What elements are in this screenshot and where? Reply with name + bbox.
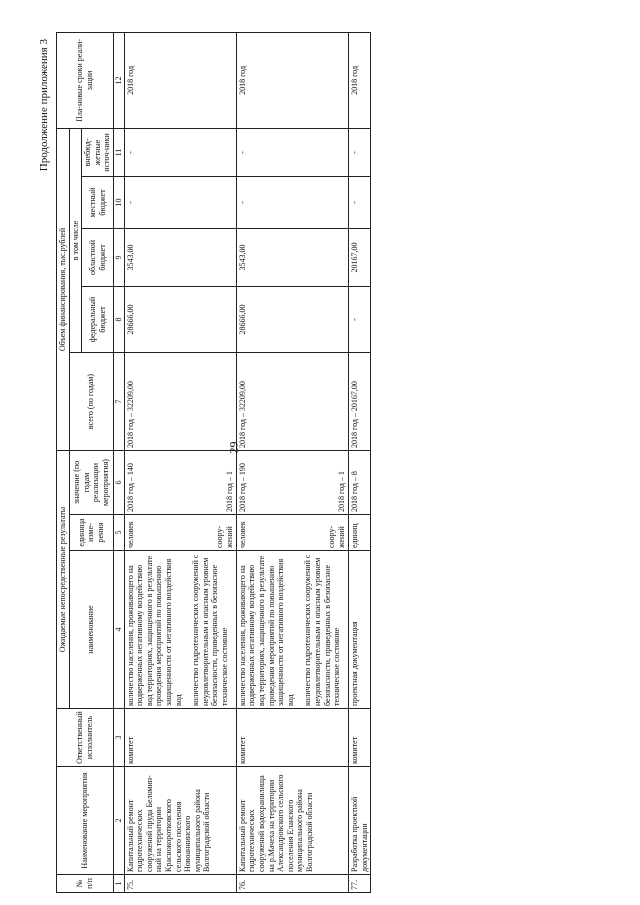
result-name: количество населения, проживающего на подверженных негативному воздействию вод территориях, защищенного в результате проведения мероприятий по повышению защищенности от негативного воздействия вод bbox=[125, 555, 183, 706]
header-result-value: значение (по годам реализации мероприятия) bbox=[69, 451, 113, 515]
col-number: 9 bbox=[113, 229, 124, 287]
col-number: 7 bbox=[113, 353, 124, 451]
row-num: 77. bbox=[348, 875, 370, 893]
row-federal: 28666,00 bbox=[124, 287, 236, 353]
result-value: 2018 год – 190 bbox=[237, 463, 247, 512]
row-extra: - bbox=[236, 128, 348, 176]
row-local: - bbox=[124, 177, 236, 229]
result-unit: единиц bbox=[348, 515, 370, 551]
result-name: количество населения, проживающего на подверженных негативному воздействию вод территориях, защищенного в результате проведения мероприятий по повышению защищенности от негативного воздействия вод bbox=[237, 555, 295, 706]
row-name: Капитальный ремонт гидротехнических сооружений пруда Беломин-ный на территории Краснокоротковского сельского поселения Новоаннинского муниципального района Волгоградской области bbox=[124, 767, 236, 875]
header-name: Наименование мероприятия bbox=[57, 767, 114, 875]
header-result-name: наименование bbox=[69, 551, 113, 709]
row-num: 76. bbox=[236, 875, 348, 893]
row-total: 2018 год – 32209,00 bbox=[236, 353, 348, 451]
table-row bbox=[236, 32, 348, 892]
row-terms: 2018 год bbox=[236, 32, 348, 128]
row-terms: 2018 год bbox=[348, 32, 370, 128]
col-number: 12 bbox=[113, 32, 124, 128]
row-executor: комитет bbox=[348, 709, 370, 767]
row-units bbox=[124, 515, 236, 551]
col-number: 10 bbox=[113, 177, 124, 229]
header-extra: внебюд-жетные источ-ники bbox=[82, 128, 114, 176]
row-extra: - bbox=[348, 128, 370, 176]
result-value: 2018 год – 1 bbox=[225, 471, 235, 512]
row-total: 2018 год – 20167,00 bbox=[348, 353, 370, 451]
header-executor: Ответственный исполнитель bbox=[57, 709, 114, 767]
row-values bbox=[124, 451, 236, 515]
result-unit: человек bbox=[237, 521, 247, 548]
col-number: 5 bbox=[113, 515, 124, 551]
rotated-table-region bbox=[38, 33, 606, 893]
result-unit: соору-жений bbox=[215, 525, 234, 548]
row-results bbox=[124, 551, 236, 709]
result-name: количество гидротехнических сооружений с неудовлетворительным и опасным уровнем безопасности, приведенных в безопасное техническое состояние bbox=[303, 554, 342, 706]
header-num: № п/п bbox=[57, 875, 114, 893]
result-unit: соору-жений bbox=[327, 525, 346, 548]
table-row bbox=[124, 32, 236, 892]
result-value: 2018 год – 8 bbox=[348, 451, 370, 515]
row-values bbox=[236, 451, 348, 515]
header-federal: федеральный бюджет bbox=[82, 287, 114, 353]
header-result-unit: единица изме-рения bbox=[69, 515, 113, 551]
header-local: местный бюджет bbox=[82, 177, 114, 229]
header-funding: Объем финансирования, тыс.рублей bbox=[57, 128, 70, 450]
row-regional: 3543,00 bbox=[124, 229, 236, 287]
page-number: 29 bbox=[226, 441, 241, 454]
col-number: 1 bbox=[113, 875, 124, 893]
row-extra: - bbox=[124, 128, 236, 176]
header-including: в том числе bbox=[69, 128, 82, 352]
result-value: 2018 год – 1 bbox=[337, 471, 347, 512]
header-terms: Пла-новые сроки реали-зации bbox=[57, 32, 114, 128]
col-number: 8 bbox=[113, 287, 124, 353]
row-terms: 2018 год bbox=[124, 32, 236, 128]
row-executor: комитет bbox=[236, 709, 348, 767]
row-units bbox=[236, 515, 348, 551]
col-number: 11 bbox=[113, 128, 124, 176]
continuation-caption: Продолжение приложения 3 bbox=[38, 39, 50, 172]
row-local: - bbox=[348, 177, 370, 229]
result-name: проектная документация bbox=[348, 551, 370, 709]
col-number: 2 bbox=[113, 767, 124, 875]
header-results: Ожидаемые непосредственные результаты bbox=[57, 451, 70, 709]
row-num: 75. bbox=[124, 875, 236, 893]
row-executor: комитет bbox=[124, 709, 236, 767]
table-row bbox=[348, 32, 370, 892]
header-regional: областной бюджет bbox=[82, 229, 114, 287]
program-table bbox=[56, 32, 371, 893]
row-federal: 28666,00 bbox=[236, 287, 348, 353]
row-local: - bbox=[236, 177, 348, 229]
result-name: количество гидротехнических сооружений с неудовлетворительным и опасным уровнем безопасности, приведенных в безопасное техническое состояние bbox=[191, 554, 229, 706]
result-value: 2018 год – 140 bbox=[125, 463, 135, 512]
header-total: всего (по годам) bbox=[69, 353, 113, 451]
row-federal: - bbox=[348, 287, 370, 353]
row-results bbox=[236, 551, 348, 709]
row-name: Разработка проектной документации bbox=[348, 767, 370, 875]
row-total: 2018 год – 32209,00 bbox=[124, 353, 236, 451]
col-number: 3 bbox=[113, 709, 124, 767]
result-unit: человек bbox=[125, 521, 135, 548]
row-name: Капитальный ремонт гидротехнических сооружений водохранилища на р.Мачеха на территории Александровского сельского поселения Еланского муниципального района Волгоградской области bbox=[236, 767, 348, 875]
row-regional: 3543,00 bbox=[236, 229, 348, 287]
col-number: 4 bbox=[113, 551, 124, 709]
row-regional: 20167,00 bbox=[348, 229, 370, 287]
col-number: 6 bbox=[113, 451, 124, 515]
